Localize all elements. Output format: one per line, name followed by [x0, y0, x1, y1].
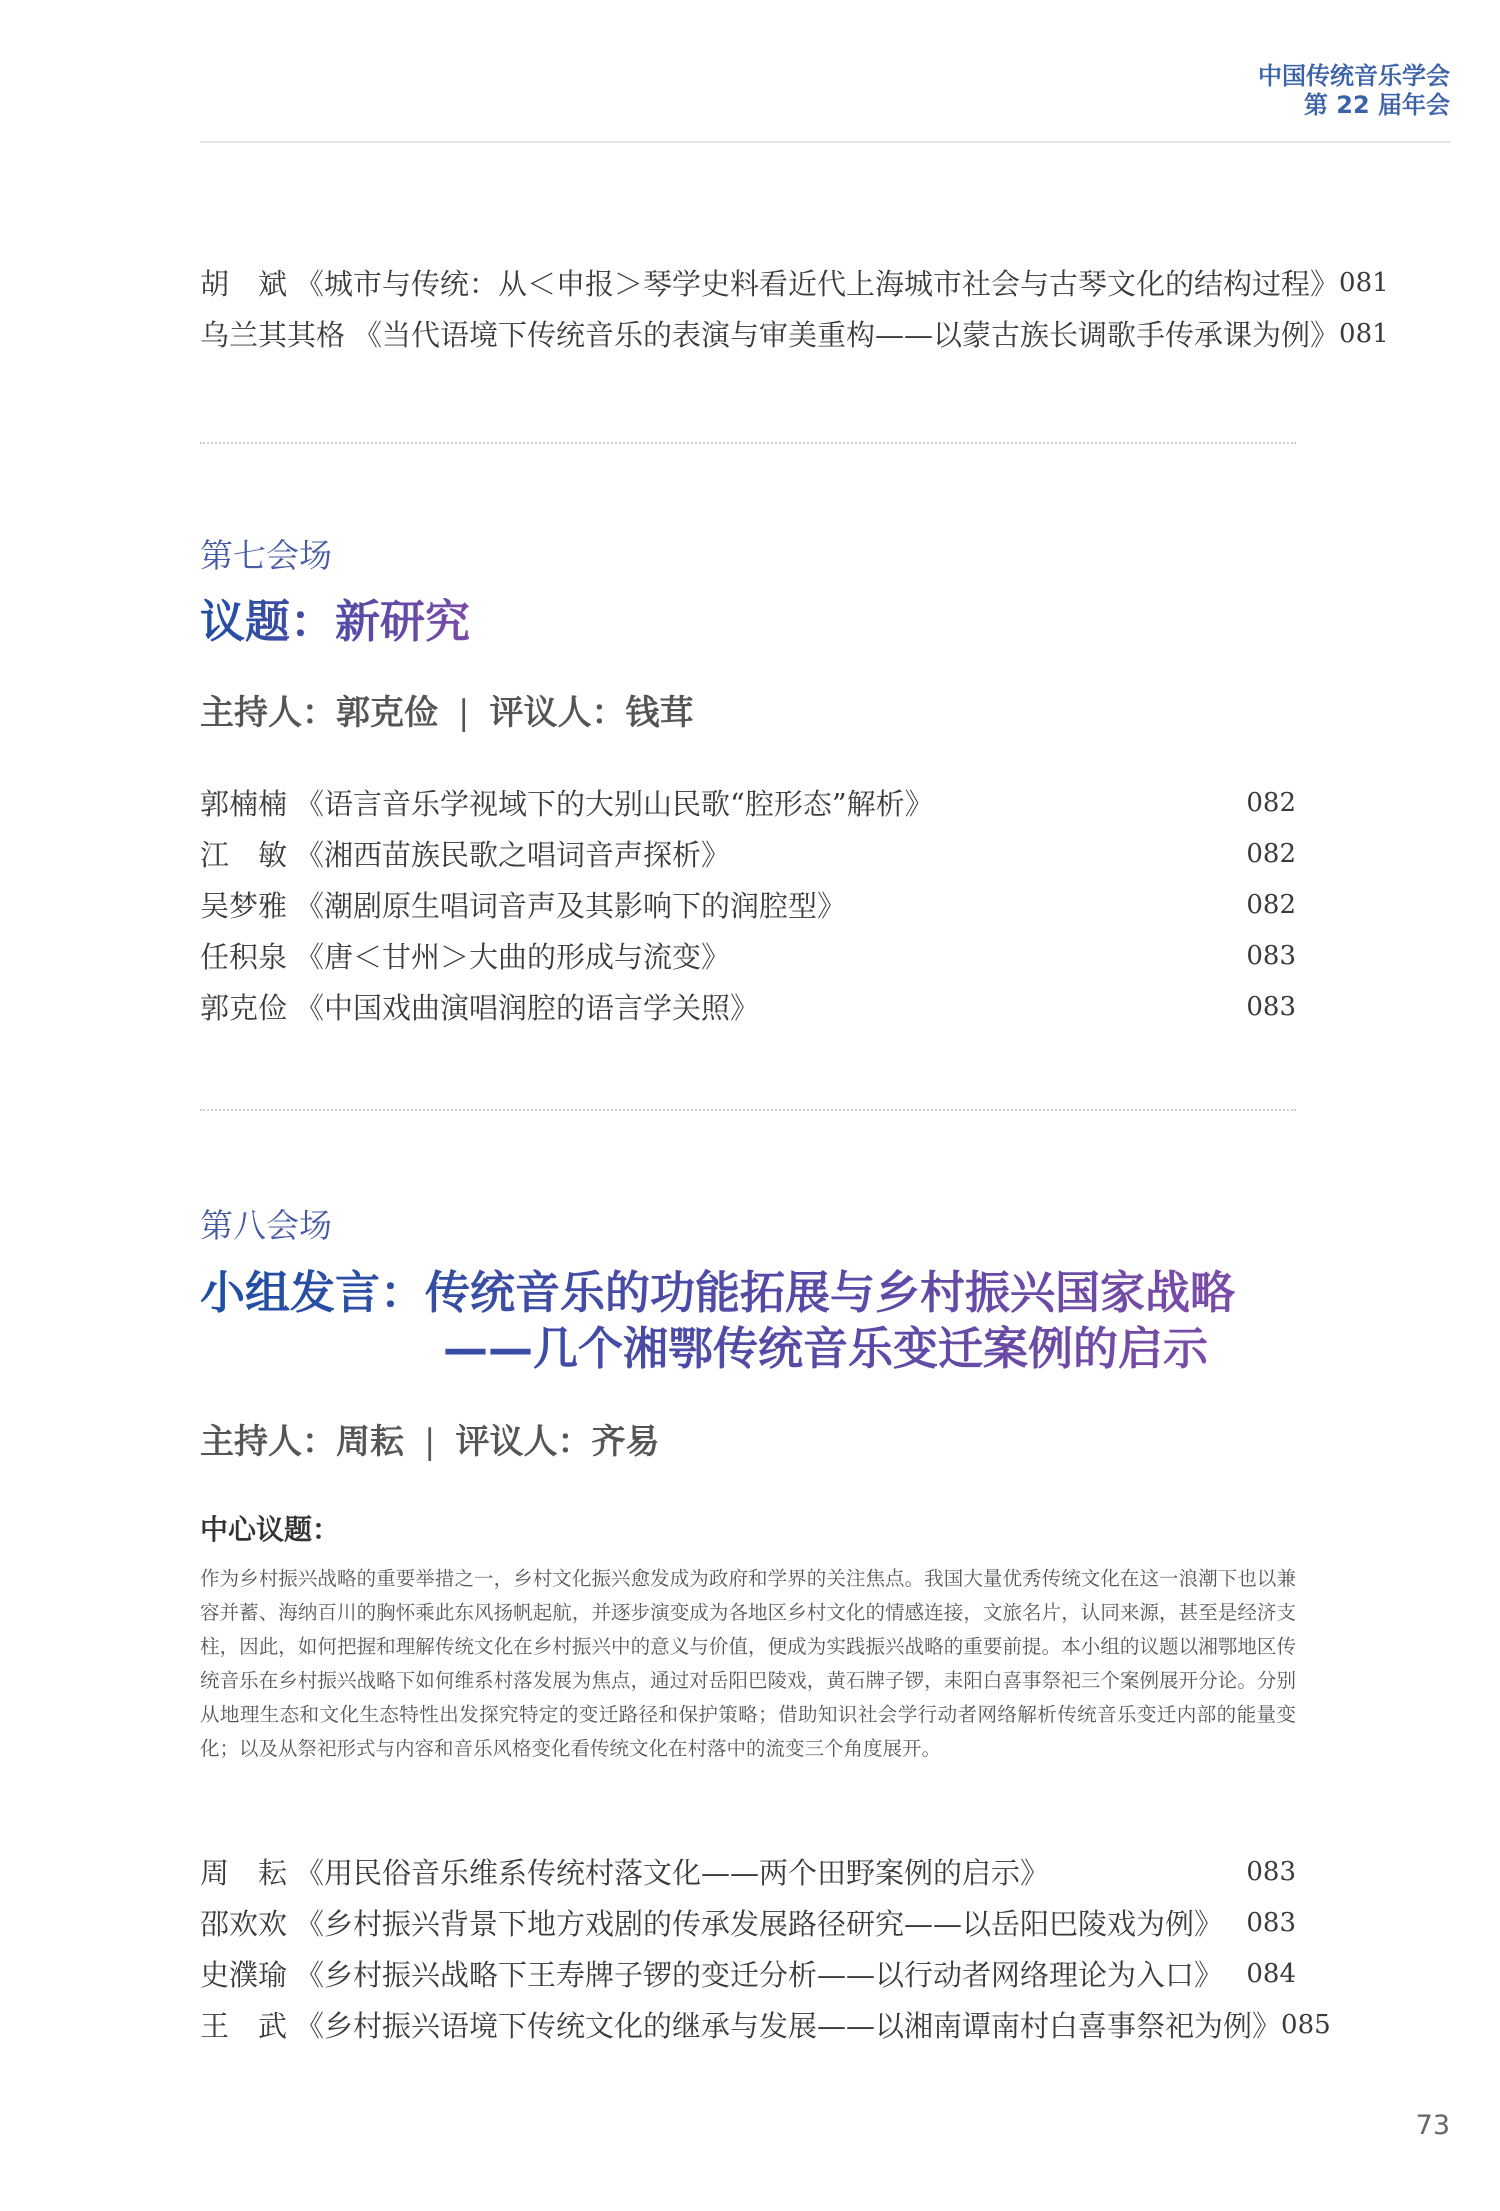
list-item	[200, 1999, 1331, 2050]
entry-page: 084	[1246, 1958, 1296, 1989]
entry-page: 081	[1339, 318, 1389, 349]
topic-line1: 小组发言：传统音乐的功能拓展与乡村振兴国家战略	[200, 1266, 1236, 1319]
entry-title: 《语言音乐学视域下的大别山民歌“腔形态”解析》	[295, 787, 934, 821]
entry-page: 082	[1246, 838, 1296, 869]
list-item	[200, 308, 1389, 359]
entry-title: 《乡村振兴语境下传统文化的继承与发展——以湘南谭南村白喜事祭祀为例》	[295, 2009, 1282, 2043]
hosts-separator: |	[458, 693, 470, 733]
entry-page: 083	[1246, 1856, 1296, 1887]
entry-author: 任积泉	[200, 940, 288, 974]
header-org: 中国传统音乐学会	[1258, 62, 1450, 90]
host-name: 主持人：周耘	[200, 1422, 404, 1462]
top-entry-list	[200, 257, 1389, 359]
session-topic: 议题：新研究	[200, 595, 471, 648]
entry-title: 《乡村振兴战略下王寿牌子锣的变迁分析——以行动者网络理论为入口》	[295, 1958, 1224, 1992]
entry-author: 邵欢欢	[200, 1907, 288, 1941]
session-label: 第七会场	[200, 536, 332, 575]
session-topic	[200, 1265, 1235, 1377]
list-item	[200, 1897, 1296, 1948]
topic-line2: ——几个湘鄂传统音乐变迁案例的启示	[443, 1322, 1209, 1375]
entry-page: 082	[1246, 787, 1296, 818]
entry-author: 江 敏	[200, 838, 288, 872]
entry-page: 081	[1339, 267, 1389, 298]
entry-author: 胡 斌	[200, 267, 288, 301]
list-item	[200, 828, 1296, 879]
list-item	[200, 981, 1296, 1032]
session-hosts	[200, 685, 693, 734]
hosts-separator: |	[424, 1422, 436, 1462]
entry-author: 吴梦雅	[200, 889, 288, 923]
session7-entry-list	[200, 777, 1296, 1032]
list-item	[200, 879, 1296, 930]
list-item	[200, 1948, 1296, 1999]
entry-title: 《湘西苗族民歌之唱词音声探析》	[295, 838, 731, 872]
entry-title: 《城市与传统：从＜申报＞琴学史料看近代上海城市社会与古琴文化的结构过程》	[295, 267, 1340, 301]
list-item	[200, 930, 1296, 981]
reviewer-name: 评议人：齐易	[455, 1422, 660, 1462]
entry-page: 085	[1281, 2009, 1331, 2040]
header-edition: 第 22 届年会	[1303, 91, 1450, 119]
session-hosts	[200, 1414, 659, 1463]
list-item	[200, 777, 1296, 828]
entry-title: 《中国戏曲演唱润腔的语言学关照》	[295, 991, 760, 1025]
entry-author: 王 武	[200, 2009, 288, 2043]
entry-title: 《乡村振兴背景下地方戏剧的传承发展路径研究——以岳阳巴陵戏为例》	[295, 1907, 1224, 1941]
entry-title: 《当代语境下传统音乐的表演与审美重构——以蒙古族长调歌手传承课为例》	[353, 318, 1340, 352]
entry-author: 周 耘	[200, 1856, 288, 1890]
entry-page: 083	[1246, 940, 1296, 971]
page-number: 73	[1415, 2110, 1450, 2141]
entry-author: 郭楠楠	[200, 787, 288, 821]
list-item	[200, 1846, 1296, 1897]
entry-author: 郭克俭	[200, 991, 288, 1025]
header-divider	[200, 141, 1450, 143]
entry-author: 史濮瑜	[200, 1958, 288, 1992]
center-topic-title: 中心议题：	[200, 1513, 341, 1546]
section-divider	[200, 1109, 1296, 1111]
reviewer-name: 评议人：钱茸	[489, 693, 694, 733]
entry-page: 083	[1246, 1907, 1296, 1938]
entry-title: 《唐＜甘州＞大曲的形成与流变》	[295, 940, 731, 974]
session8-entry-list	[200, 1846, 1331, 2050]
entry-page: 082	[1246, 889, 1296, 920]
section-divider	[200, 442, 1296, 444]
center-topic-body: 作为乡村振兴战略的重要举措之一，乡村文化振兴愈发成为政府和学界的关注焦点。我国大量优秀传统文化在这一浪潮下也以兼容并蓄、海纳百川的胸怀乘此东风扬帆起航，并逐步演变成为各地区乡村文化的情感连接，文旅名片，认同来源，甚至是经济支柱，因此，如何把握和理解传统文化在乡村振兴中的意义与价值，便成为实践振兴战略的重要前提。本小组的议题以湘鄂地区传统音乐在乡村振兴战略下如何维系村落发展为焦点，通过对岳阳巴陵戏，黄石牌子锣，耒阳白喜事祭祀三个案例展开分论。分别从地理生态和文化生态特性出发探究特定的变迁路径和保护策略；借助知识社会学行动者网络解析传统音乐变迁内部的能量变化；以及从祭祀形式与内容和音乐风格变化看传统文化在村落中的流变三个角度展开。	[200, 1567, 1296, 1760]
session-label: 第八会场	[200, 1206, 332, 1245]
entry-author: 乌兰其其格	[200, 318, 346, 352]
host-name: 主持人：郭克俭	[200, 693, 438, 733]
entry-title: 《用民俗音乐维系传统村落文化——两个田野案例的启示》	[295, 1856, 1050, 1890]
page-header	[1258, 62, 1450, 120]
entry-page: 083	[1246, 991, 1296, 1022]
entry-title: 《潮剧原生唱词音声及其影响下的润腔型》	[295, 889, 847, 923]
list-item	[200, 257, 1389, 308]
